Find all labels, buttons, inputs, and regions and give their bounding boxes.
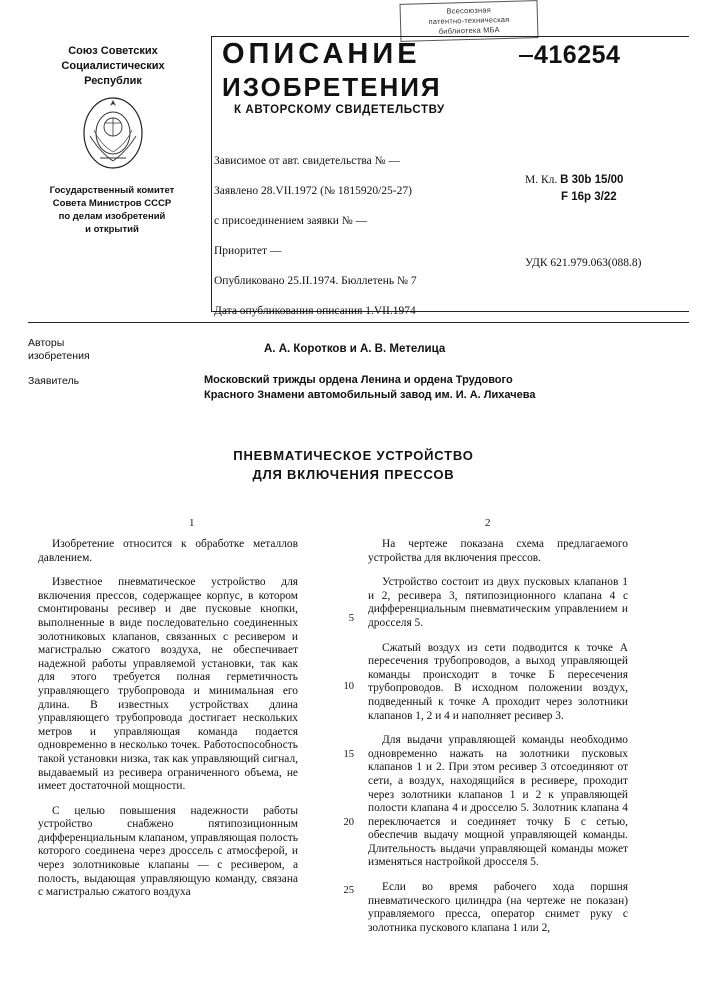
committee-heading bbox=[22, 184, 202, 236]
line-number: 15 bbox=[343, 749, 354, 760]
paragraph: Если во время рабочего хода поршня пневматического цилиндра (на чертеже не показан) управляемого пресса, оператор снимет руку с золотника пускового клапана 1 или 2, bbox=[368, 881, 628, 934]
line-number: 25 bbox=[343, 885, 354, 896]
meta-published: Опубликовано 25.II.1974. Бюллетень № 7 bbox=[214, 275, 417, 287]
authors-value: А. А. Коротков и А. В. Метелица bbox=[264, 343, 446, 355]
paragraph: Устройство состоит из двух пусковых клапанов 1 и 2, ресивера 3, пятипозиционного клапана 4 с дифференциальным пневматическим управлением и дросселя 5. bbox=[368, 576, 628, 629]
union-line-1: Союз Советских bbox=[68, 45, 158, 57]
document-subtitle: ИЗОБРЕТЕНИЯ bbox=[222, 72, 442, 102]
document-title: ОПИСАНИЕ bbox=[222, 38, 421, 70]
number-dash bbox=[519, 55, 533, 57]
authors-label-line-2: изобретения bbox=[28, 350, 90, 362]
applicant-label: Заявитель bbox=[28, 375, 80, 387]
line-number: 5 bbox=[348, 613, 354, 624]
column-number-left: 1 bbox=[189, 517, 195, 529]
paragraph: Сжатый воздух из сети подводится к точке А пересечения трубопроводов, а выход управляющей команды происходит в точке Б пересечения трубопроводов. В исходном положении воздух, подведенный к точке А проходит через золотники клапанов 1, 2 и 4 и наполняет ресивер 3. bbox=[368, 641, 628, 722]
committee-line-1: Государственный комитет bbox=[49, 185, 175, 196]
meta-addition: с присоединением заявки № — bbox=[214, 215, 368, 227]
applicant-line-1: Московский трижды ордена Ленина и ордена Трудового bbox=[204, 374, 513, 386]
paragraph: Известное пневматическое устройство для включения прессов, содержащее корпус, в котором смонтированы ресивер и две пусковые кнопки, выполненные в виде последовательно соединенных золотниковых клапанов, связанных с ресивером и магистралью сжатого воздуха, не обеспечивает надежной работы управляемой установки, так как для этого требуется полная герметичность управляющего трубопровода и минимальная его длина. В известных устройствах длина управляющего трубопровода достигает нескольких метров и управляющая команда подается одновременно в несколько точек. Работоспособность такой установки низка, так как управляющий сигнал, выдаваемый из ресивера ограниченного объема, не имеет достаточной мощности. bbox=[38, 576, 298, 793]
line-number: 10 bbox=[343, 681, 354, 692]
state-emblem-icon bbox=[82, 96, 144, 170]
invention-title bbox=[0, 446, 707, 484]
union-line-2: Социалистических bbox=[61, 60, 165, 72]
mkl-code-2: F 16p 3/22 bbox=[561, 191, 617, 203]
union-line-3: Республик bbox=[84, 75, 142, 87]
paragraph: С целью повышения надежности работы устройство снабжено пятипозиционным дифференциальным клапаном, управляющая полость которого соединена через дроссель с атмосферой, и через золотниковые клапаны — с ресивером, а полость, выдающая управляющую команду, связана с магистралью сжатого воздуха bbox=[38, 804, 298, 899]
invention-title-line-2: ДЛЯ ВКЛЮЧЕНИЯ ПРЕССОВ bbox=[252, 467, 455, 482]
invention-title-line-1: ПНЕВМАТИЧЕСКОЕ УСТРОЙСТВО bbox=[233, 448, 474, 463]
meta-filed: Заявлено 28.VII.1972 (№ 1815920/25-27) bbox=[214, 185, 412, 197]
bibliographic-meta bbox=[214, 146, 514, 326]
body-column-right bbox=[368, 538, 628, 935]
committee-line-2: Совета Министров СССР bbox=[52, 198, 172, 209]
certificate-line: К АВТОРСКОМУ СВИДЕТЕЛЬСТВУ bbox=[234, 104, 445, 116]
stamp-line-2: патентно-техническая bbox=[428, 14, 510, 27]
authors-label bbox=[28, 337, 90, 363]
paragraph: Изобретение относится к обработке металлов давлением. bbox=[38, 538, 298, 564]
body-column-left bbox=[38, 538, 298, 900]
authors-label-line-1: Авторы bbox=[28, 337, 65, 349]
mkl-code-1: B 30b 15/00 bbox=[560, 174, 624, 186]
line-number: 20 bbox=[343, 817, 354, 828]
committee-line-3: по делам изобретений bbox=[58, 211, 166, 222]
meta-priority: Приоритет — bbox=[214, 245, 282, 257]
meta-description-date: Дата опубликования описания 1.VII.1974 bbox=[214, 305, 416, 317]
paragraph: Для выдачи управляющей команды необходимо одновременно нажать на золотники пусковых клапанов 1 и 2. При этом ресивер 3 отсоединяют от сети, а воздух, находящийся в ресивере, проходит через золотники клапанов 1 и 2 к управляющей полости клапана 4 и дросселю 5. Золотник клапана 4 переключается и соединяет точку Б с сетью, обеспечив выдачу мощной управляющей команды. Длительность выдачи управляющей команды может изменяться настройкой дросселя 5. bbox=[368, 734, 628, 869]
stamp-line-1: Всесоюзная bbox=[446, 5, 492, 16]
header-top-rule bbox=[211, 36, 689, 37]
stamp-line-3: библиотека МБА bbox=[438, 25, 500, 36]
applicant-value bbox=[204, 373, 674, 403]
patent-number: 416254 bbox=[534, 41, 621, 69]
mkl-label: М. Кл. bbox=[525, 174, 558, 186]
applicant-line-2: Красного Знамени автомобильный завод им. И. А. Лихачева bbox=[204, 389, 536, 401]
paragraph: На чертеже показана схема предлагаемого устройства для включения прессов. bbox=[368, 538, 628, 564]
mkl-classification bbox=[525, 172, 623, 206]
meta-dependent: Зависимое от авт. свидетельства № — bbox=[214, 155, 401, 167]
udk-classification: УДК 621.979.063(088.8) bbox=[525, 257, 642, 269]
header-vertical-rule bbox=[211, 36, 212, 312]
column-number-right: 2 bbox=[485, 517, 491, 529]
union-heading bbox=[28, 44, 198, 89]
committee-line-4: и открытий bbox=[85, 224, 139, 235]
